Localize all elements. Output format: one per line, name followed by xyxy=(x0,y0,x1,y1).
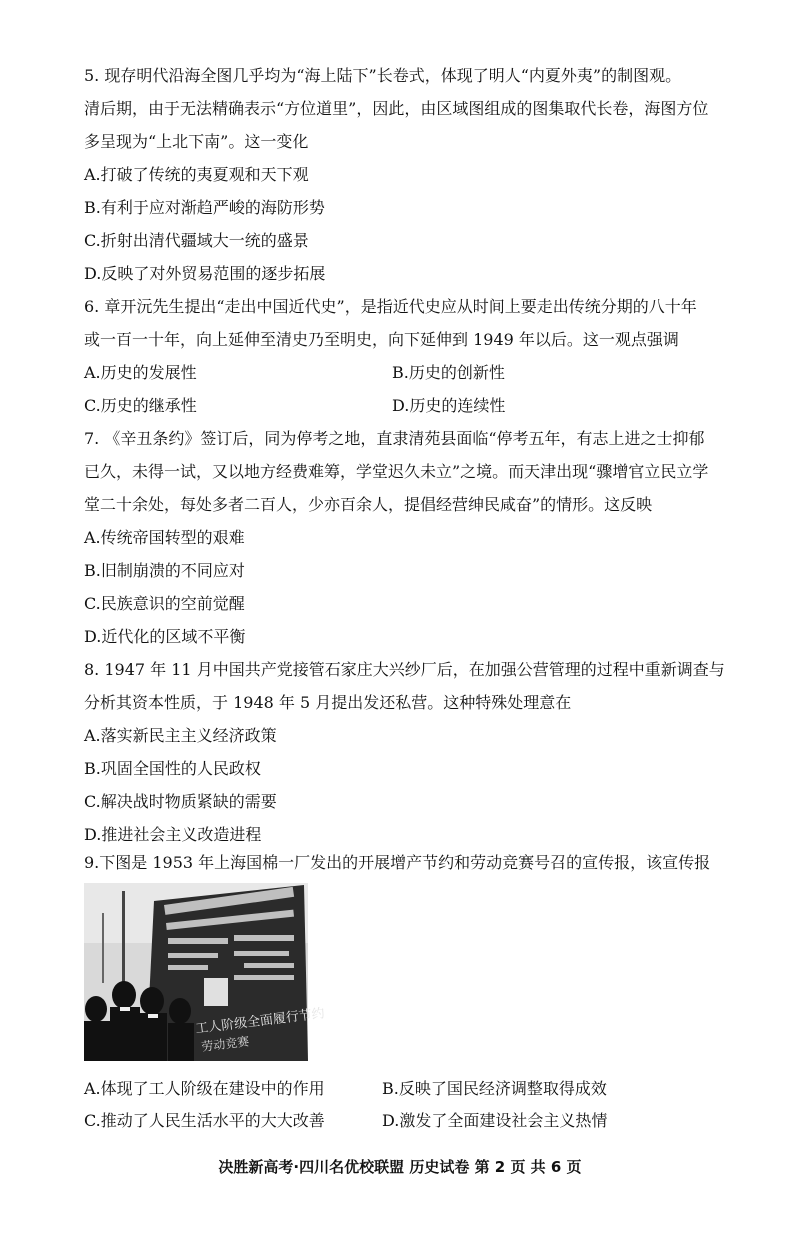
q5-option-b[interactable]: B.有利于应对渐趋严峻的海防形势 xyxy=(84,198,325,217)
q6-option-d[interactable]: D.历史的连续性 xyxy=(392,396,506,415)
q7-option-b[interactable]: B.旧制崩溃的不同应对 xyxy=(84,561,245,580)
q6-stem-line-2: 或一百一十年，向上延伸至清史乃至明史，向下延伸到 1949 年以后。这一观点强调 xyxy=(84,330,679,349)
q6-option-c[interactable]: C.历史的继承性 xyxy=(84,396,197,415)
q8-option-c[interactable]: C.解决战时物质紧缺的需要 xyxy=(84,792,277,811)
q5-option-a[interactable]: A.打破了传统的夷夏观和天下观 xyxy=(84,165,309,184)
poster-slogan-1: 工人阶级全面履行节约 xyxy=(194,1006,326,1037)
q9-stem-line-1: 9.下图是 1953 年上海国棉一厂发出的开展增产节约和劳动竞赛号召的宣传报，该宣传报 xyxy=(84,853,711,872)
q6-stem-line-1: 6. 章开沅先生提出“走出中国近代史”，是指近代史应从时间上要走出传统分期的八十年 xyxy=(84,297,697,316)
q7-option-c[interactable]: C.民族意识的空前觉醒 xyxy=(84,594,245,613)
q5-stem-line-2: 清后期，由于无法精确表示“方位道里”，因此，由区域图组成的图集取代长卷，海图方位 xyxy=(84,99,709,118)
q5-stem-line-1: 5. 现存明代沿海全图几乎均为“海上陆下”长卷式，体现了明人“内夏外夷”的制图观。 xyxy=(84,66,682,85)
q9-option-d[interactable]: D.激发了全面建设社会主义热情 xyxy=(382,1111,608,1130)
q7-stem-line-1: 7. 《辛丑条约》签订后，同为停考之地，直隶清苑县面临“停考五年，有志上进之士抑郁 xyxy=(84,429,705,448)
q7-stem-line-2: 已久，未得一试，又以地方经费难筹，学堂迟久未立”之境。而天津出现“骤增官立民立学 xyxy=(84,462,709,481)
propaganda-poster-photo xyxy=(84,883,326,1061)
q9-option-a[interactable]: A.体现了工人阶级在建设中的作用 xyxy=(84,1079,325,1098)
page-footer: 决胜新高考·四川名优校联盟 历史试卷 第 2 页 共 6 页 xyxy=(218,1158,582,1176)
q7-option-a[interactable]: A.传统帝国转型的艰难 xyxy=(84,528,245,547)
q6-option-a[interactable]: A.历史的发展性 xyxy=(84,363,197,382)
q8-stem-line-2: 分析其资本性质，于 1948 年 5 月提出发还私营。这种特殊处理意在 xyxy=(84,693,572,712)
q8-option-a[interactable]: A.落实新民主主义经济政策 xyxy=(84,726,277,745)
q5-option-d[interactable]: D.反映了对外贸易范围的逐步拓展 xyxy=(84,264,326,283)
poster-photo-illustration xyxy=(84,883,326,1061)
q9-option-c[interactable]: C.推动了人民生活水平的大大改善 xyxy=(84,1111,325,1130)
q6-option-b[interactable]: B.历史的创新性 xyxy=(392,363,505,382)
poster-slogan-2: 劳动竞赛 xyxy=(200,1034,251,1054)
q5-option-c[interactable]: C.折射出清代疆域大一统的盛景 xyxy=(84,231,309,250)
q8-option-b[interactable]: B.巩固全国性的人民政权 xyxy=(84,759,261,778)
q9-option-b[interactable]: B.反映了国民经济调整取得成效 xyxy=(382,1079,607,1098)
q8-option-d[interactable]: D.推进社会主义改造进程 xyxy=(84,825,262,844)
q5-stem-line-3: 多呈现为“上北下南”。这一变化 xyxy=(84,132,309,151)
q8-stem-line-1: 8. 1947 年 11 月中国共产党接管石家庄大兴纱厂后，在加强公营管理的过程中重新调查与 xyxy=(84,660,725,679)
q7-option-d[interactable]: D.近代化的区域不平衡 xyxy=(84,627,246,646)
q7-stem-line-3: 堂二十余处，每处多者二百人，少亦百余人，提倡经营绅民咸奋”的情形。这反映 xyxy=(84,495,653,514)
